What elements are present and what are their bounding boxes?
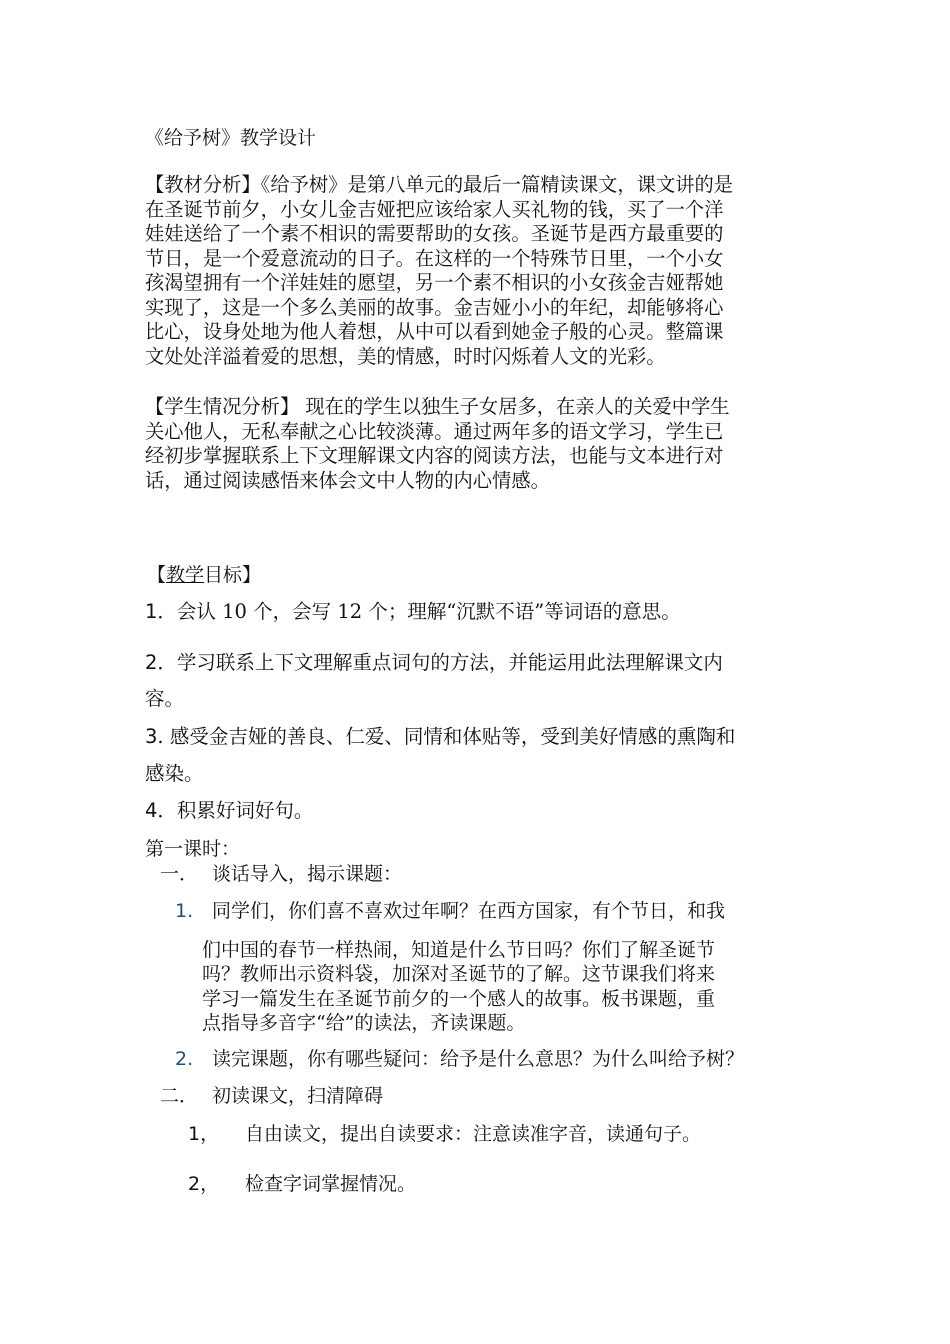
objective-item-4 xyxy=(145,799,313,823)
text-line: 孩渴望拥有一个洋娃娃的愿望，另一个素不相识的小女孩金吉娅帮她 xyxy=(145,271,724,294)
objective-number: 1 xyxy=(145,600,158,623)
section-1-item-1-line: 点指导多音字“给”的读法，齐读课题。 xyxy=(202,1012,526,1034)
document-title: 《给予树》教学设计 xyxy=(145,127,317,149)
objective-text: ．学习联系上下文理解重点词句的方法，并能运用此法理解课文内 xyxy=(157,651,723,674)
text-line: 在圣诞节前夕，小女儿金吉娅把应该给家人买礼物的钱，买了一个洋 xyxy=(145,197,724,221)
section-1-title: 谈话导入，揭示课题： xyxy=(212,863,403,885)
text-line: 比心，设身处地为他人着想，从中可以看到她金子般的心灵。整篇课 xyxy=(145,320,724,343)
objective-number: 3 xyxy=(145,725,158,748)
material-analysis-paragraph xyxy=(145,173,815,369)
text-line: 【教材分析】《给予树》是第八单元的最后一篇精读课文，课文讲的是 xyxy=(145,173,734,196)
section-2-item-2-text: 检查字词掌握情况。 xyxy=(245,1173,417,1195)
section-1-item-2-number: 2. xyxy=(175,1048,194,1070)
section-1-label: 一． xyxy=(160,863,199,885)
section-1-item-1-line: 同学们，你们喜不喜欢过年啊？在西方国家，有个节日，和我 xyxy=(212,900,726,922)
objective-item-2 xyxy=(145,651,723,675)
text-line: 实现了，这是一个多么美丽的故事。金吉娅小小的年纪，却能够将心 xyxy=(145,295,724,319)
section-1-item-1-number: 1. xyxy=(175,900,194,922)
section-2-item-1-number: 1， xyxy=(188,1123,220,1145)
objective-item-3-continuation: 感染。 xyxy=(145,762,204,785)
objective-number: 2 xyxy=(145,651,158,674)
section-2-label: 二． xyxy=(160,1085,199,1107)
objective-item-2-continuation: 容。 xyxy=(145,687,185,710)
section-1-item-1-line: 们中国的春节一样热闹，知道是什么节日吗？你们了解圣诞节 xyxy=(202,939,716,961)
section-2-title: 初读课文，扫清障碍 xyxy=(212,1085,384,1107)
objective-item-1 xyxy=(145,600,681,624)
text-line: 节日，是一个爱意流动的日子。在这样的一个特殊节日里，一个小女 xyxy=(145,246,724,270)
text-line: 娃娃送给了一个素不相识的需要帮助的女孩。圣诞节是西方最重要的 xyxy=(145,222,724,245)
objective-text: ．积累好词好句。 xyxy=(157,799,314,822)
section-2-item-1-text: 自由读文，提出自读要求：注意读准字音，读通句子。 xyxy=(245,1123,702,1145)
objective-item-3 xyxy=(145,725,735,749)
section-2-item-2-number: 2， xyxy=(188,1173,220,1195)
objective-text: . 感受金吉娅的善良、仁爱、同情和体贴等，受到美好情感的熏陶和 xyxy=(157,725,736,748)
section-1-item-2-text: 读完课题，你有哪些疑问：给予是什么意思？为什么叫给予树？ xyxy=(212,1048,745,1070)
text-line: 【学生情况分析】 现在的学生以独生子女居多，在亲人的关爱中学生 xyxy=(145,395,730,418)
lesson-heading: 第一课时： xyxy=(145,838,241,860)
section-1-item-1-line: 吗？教师出示资料袋，加深对圣诞节的了解。这节课我们将来 xyxy=(202,963,716,985)
objectives-heading xyxy=(147,563,261,587)
student-analysis-paragraph xyxy=(145,395,815,493)
text-line: 关心他人，无私奉献之心比较淡薄。通过两年多的语文学习，学生已 xyxy=(145,419,724,443)
heading-bracket: 【 xyxy=(147,564,167,586)
objective-number: 4 xyxy=(145,799,158,822)
objective-text: ．会认 10 个，会写 12 个；理解“沉默不语”等词语的意思。 xyxy=(157,600,681,623)
text-line: 话，通过阅读感悟来体会文中人物的内心情感。 xyxy=(145,468,550,492)
section-1-item-1-line: 学习一篇发生在圣诞节前夕的一个感人的故事。板书课题，重 xyxy=(202,988,716,1010)
text-line: 文处处洋溢着爱的思想，美的情感，时时闪烁着人文的光彩。 xyxy=(145,344,666,368)
heading-underlined-word: 教学 xyxy=(166,564,205,586)
heading-rest: 目标】 xyxy=(204,564,262,586)
text-line: 经初步掌握联系上下文理解课文内容的阅读方法，也能与文本进行对 xyxy=(145,444,724,467)
